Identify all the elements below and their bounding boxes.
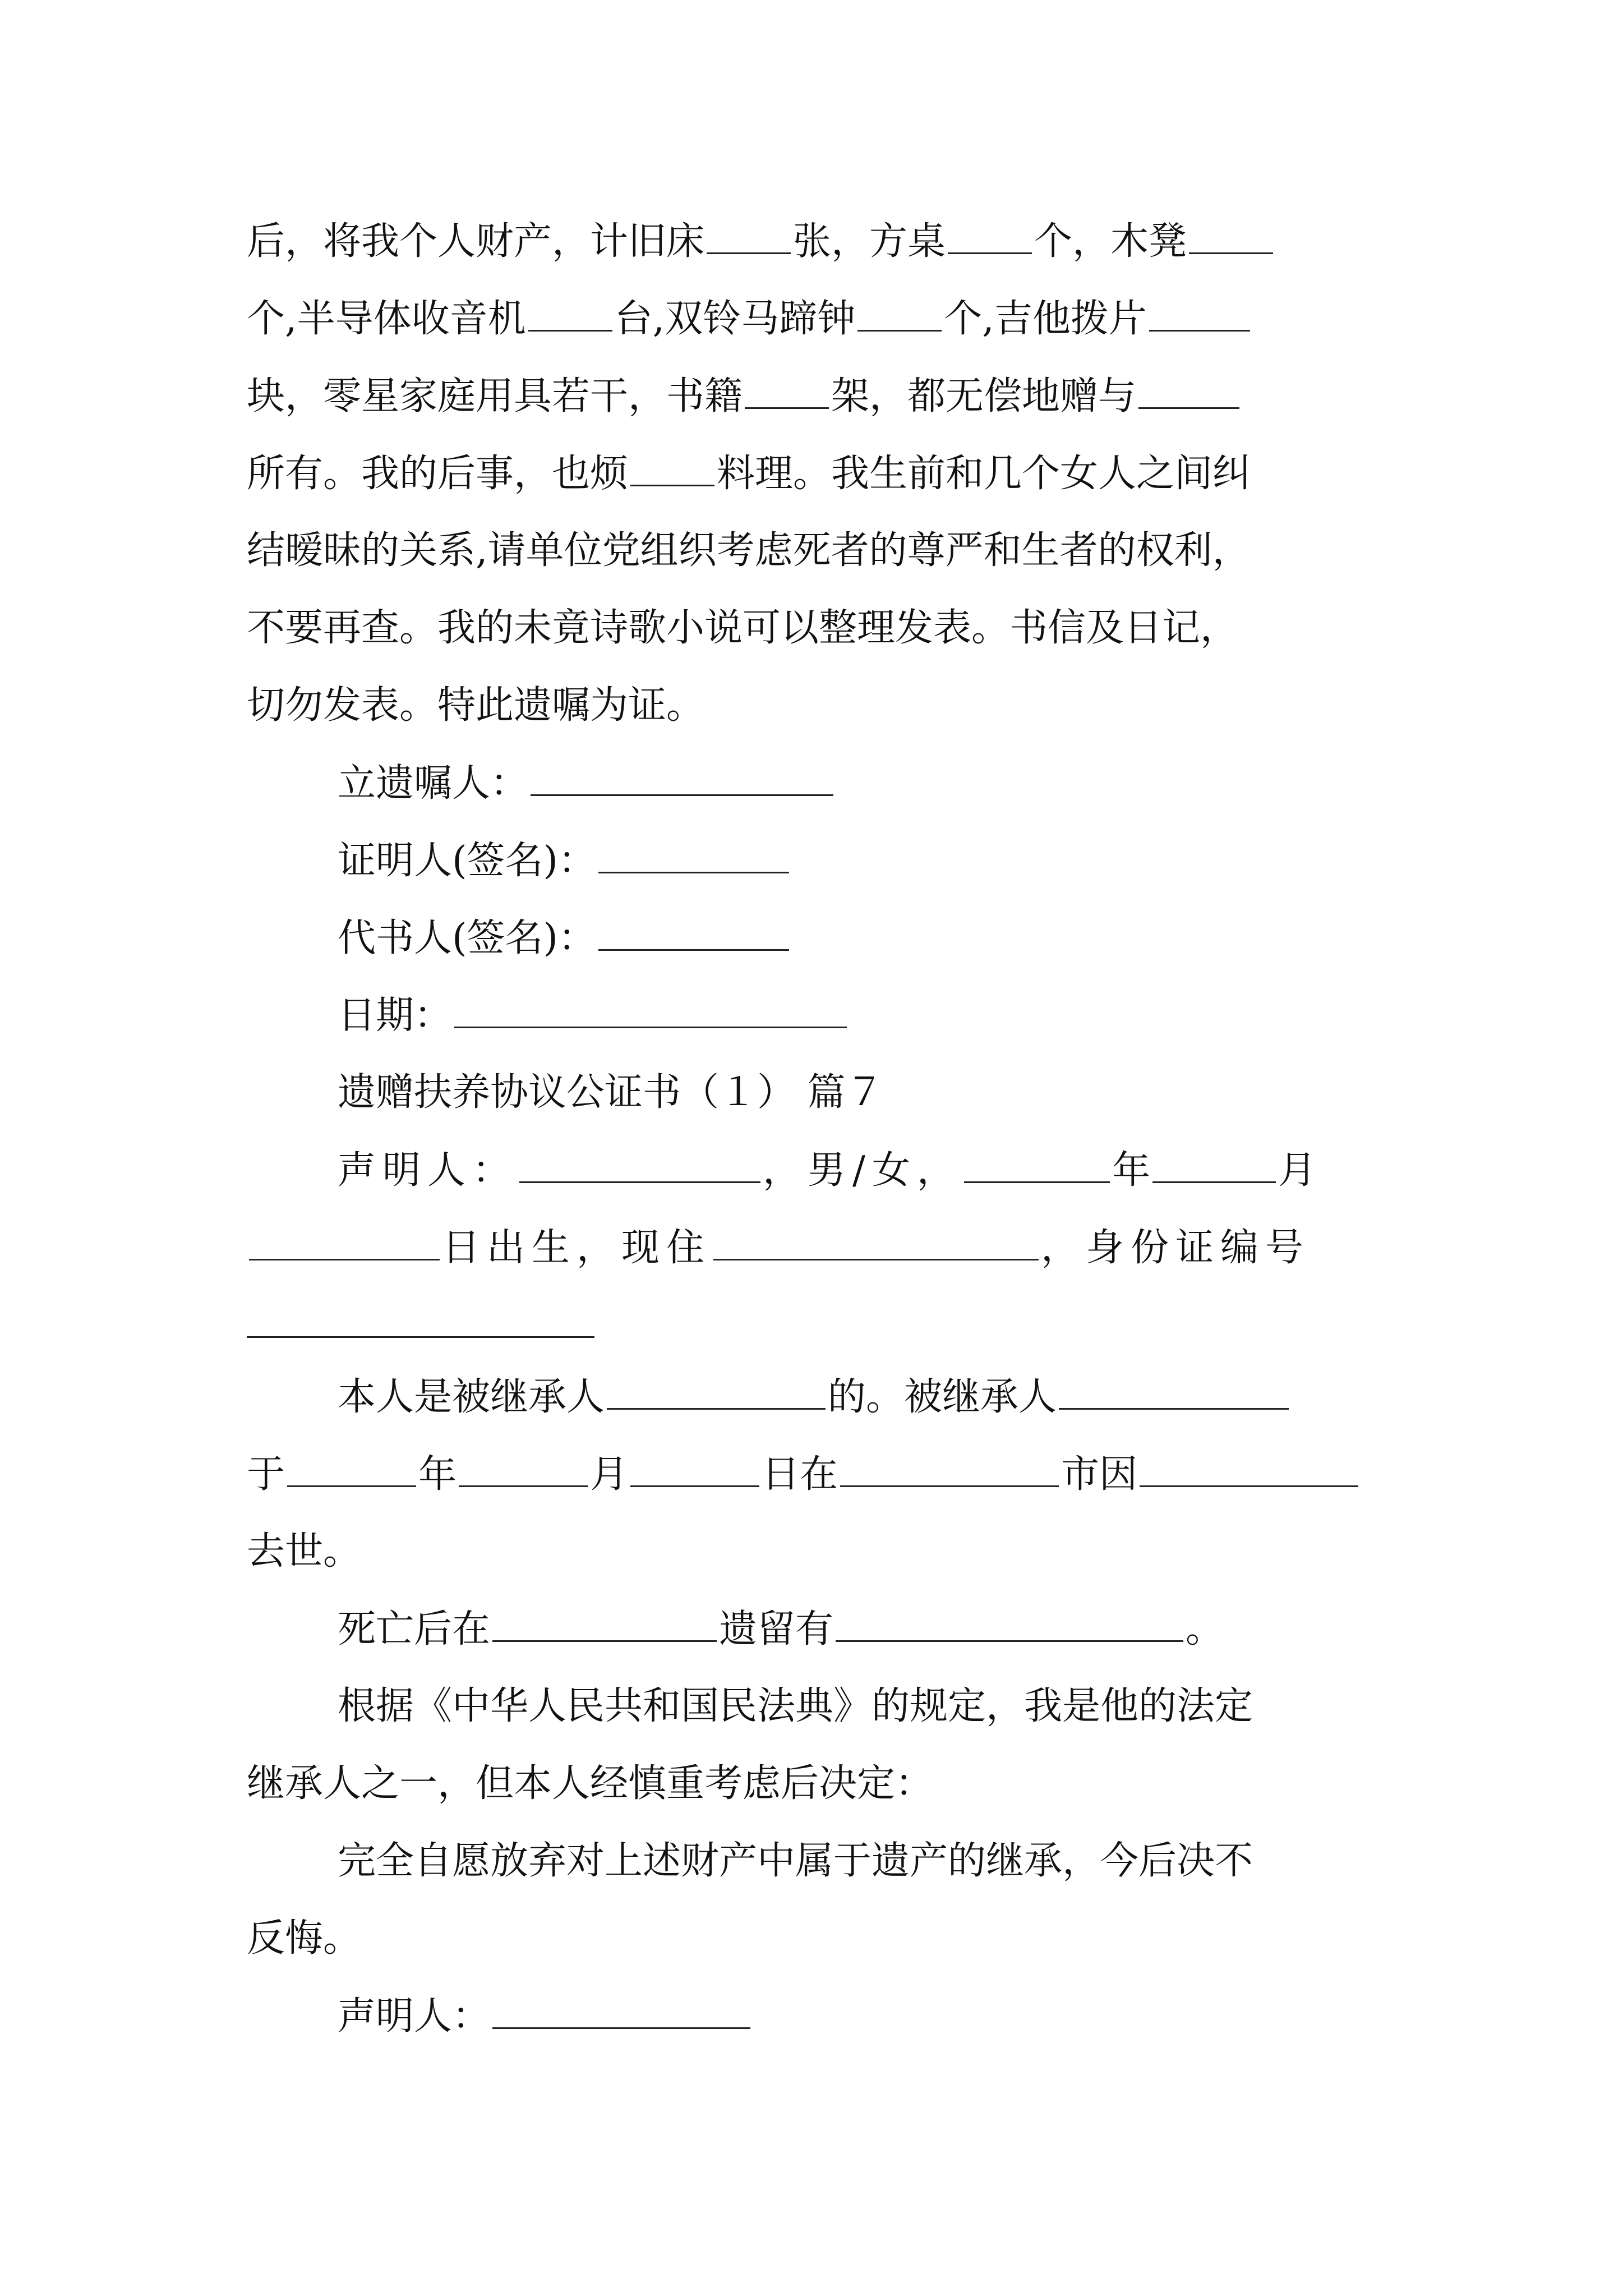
text-segment: 架，都无偿地赠与 xyxy=(831,374,1137,418)
text-segment: 台,双铃马蹄钟 xyxy=(614,297,856,341)
fill-blank xyxy=(598,910,789,951)
fill-blank xyxy=(249,1220,440,1260)
fill-blank xyxy=(492,1988,750,2029)
fill-blank xyxy=(630,1446,759,1487)
text-segment: 死亡后在 xyxy=(338,1607,491,1651)
fill-blank xyxy=(528,291,612,332)
paragraph-line: 反悔。 xyxy=(247,1916,362,1961)
paragraph-line: 根据《中华人民共和国民法典》的规定，我是他的法定 xyxy=(338,1684,1253,1728)
fill-blank xyxy=(836,1601,1183,1642)
fill-blank xyxy=(1059,1369,1289,1410)
text-segment: 所有。我的后事，也烦 xyxy=(247,452,629,496)
text-segment: 的。被继承人 xyxy=(828,1375,1057,1419)
id-number-blank xyxy=(247,1335,594,1338)
fill-blank xyxy=(948,213,1032,254)
text-segment: 后，将我个人财产，计旧床 xyxy=(247,219,705,264)
fill-blank xyxy=(630,445,714,486)
text-line: 结暧昧的关系,请单位党组织考虑死者的尊严和生者的权利， xyxy=(247,528,1251,573)
declaration-line xyxy=(338,1142,1385,1198)
witness-label: 证明人(签名)： xyxy=(338,839,597,883)
declarant-label: 声明人： xyxy=(338,1994,491,2039)
witness-signature-line xyxy=(338,832,1385,889)
text-segment: 市因 xyxy=(1061,1452,1138,1497)
fill-blank xyxy=(964,1142,1110,1183)
text-segment: 日在 xyxy=(762,1452,838,1497)
date-line xyxy=(338,987,1385,1043)
text-line: 切勿发表。特此遗嘱为证。 xyxy=(247,683,705,728)
text-segment: 日出生，现住 xyxy=(442,1226,712,1270)
paragraph-line xyxy=(247,1446,1385,1502)
declaration-line xyxy=(247,1220,1385,1276)
fill-blank xyxy=(713,1220,1039,1260)
fill-blank xyxy=(287,1446,416,1487)
text-segment: 月 xyxy=(1278,1148,1316,1193)
fill-blank xyxy=(1189,213,1273,254)
fill-blank xyxy=(1140,1446,1358,1487)
fill-blank xyxy=(1138,368,1239,409)
fill-blank xyxy=(1152,1142,1276,1183)
paragraph-line: 去世。 xyxy=(247,1529,362,1573)
text-line xyxy=(247,368,1385,424)
scribe-label: 代书人(签名)： xyxy=(338,916,597,960)
text-line xyxy=(247,445,1385,501)
scribe-signature-line xyxy=(338,910,1385,966)
text-segment: 个,吉他拨片 xyxy=(944,297,1147,341)
fill-blank xyxy=(519,1142,760,1183)
fill-blank xyxy=(840,1446,1059,1487)
testator-signature-line xyxy=(338,755,1385,811)
text-segment: 遗留有 xyxy=(719,1607,834,1651)
fill-blank xyxy=(598,832,789,873)
text-segment: 块，零星家庭用具若干，书籍 xyxy=(247,374,743,418)
text-segment: ，男/女， xyxy=(763,1148,962,1193)
testator-label: 立遗嘱人： xyxy=(338,761,529,806)
fill-blank xyxy=(531,755,833,796)
text-segment: 月 xyxy=(590,1452,629,1497)
fill-blank xyxy=(454,987,847,1028)
text-segment: 料理。我生前和几个女人之间纠 xyxy=(717,452,1251,496)
text-segment: 个，木凳 xyxy=(1034,219,1187,264)
fill-blank xyxy=(707,213,791,254)
text-segment: 个,半导体收音机 xyxy=(247,297,526,341)
fill-blank xyxy=(607,1369,826,1410)
text-segment: 张，方桌 xyxy=(793,219,946,264)
text-line xyxy=(247,213,1385,269)
fill-blank xyxy=(857,291,942,332)
text-segment: 年 xyxy=(1112,1148,1150,1193)
text-line: 不要再查。我的未竟诗歌小说可以整理发表。书信及日记， xyxy=(247,606,1239,650)
fill-blank xyxy=(1149,291,1250,332)
declarant-signature-line xyxy=(338,1988,1385,2044)
paragraph-line xyxy=(338,1369,1385,1425)
fill-blank xyxy=(459,1446,588,1487)
fill-blank xyxy=(492,1601,717,1642)
text-segment: 。 xyxy=(1186,1607,1224,1651)
fill-blank xyxy=(745,368,829,409)
paragraph-line: 完全自愿放弃对上述财产中属于遗产的继承，今后决不 xyxy=(338,1839,1253,1883)
text-segment: 本人是被继承人 xyxy=(338,1375,605,1419)
text-segment: ，身份证编号 xyxy=(1041,1226,1311,1270)
text-segment: 年 xyxy=(418,1452,457,1497)
text-segment: 声明人： xyxy=(338,1148,518,1193)
text-segment: 于 xyxy=(247,1452,285,1497)
section-title: 遗赠扶养协议公证书（１） 篇７ xyxy=(338,1070,884,1115)
date-label: 日期： xyxy=(338,993,453,1038)
paragraph-line xyxy=(338,1601,1385,1657)
paragraph-line: 继承人之一，但本人经慎重考虑后决定： xyxy=(247,1761,934,1806)
text-line xyxy=(247,291,1385,347)
